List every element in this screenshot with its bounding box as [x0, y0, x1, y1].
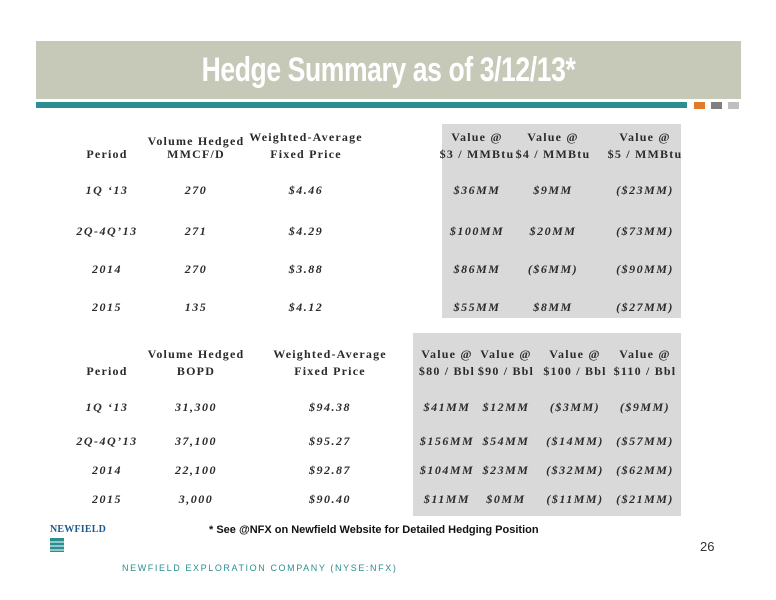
oil_table-cell-r2-c6: ($62MM) — [616, 463, 674, 477]
page-title: Hedge Summary as of 3/12/13* — [201, 51, 576, 89]
gas_table-header-5-line-1: $5 / MMBtu — [607, 147, 683, 161]
gas_table-cell-r2-c0: 2014 — [92, 262, 122, 276]
oil_table-cell-r0-c0: 1Q ‘13 — [85, 400, 129, 414]
oil_table-cell-r3-c2: $90.40 — [309, 492, 351, 506]
gas_table-header-2-line-1: Fixed Price — [270, 147, 342, 161]
oil_table-header-6-line-0: Value @ — [619, 347, 671, 361]
oil_table-cell-r2-c3: $104MM — [419, 463, 475, 477]
gas_table-cell-r1-c0: 2Q-4Q’13 — [76, 224, 138, 238]
orange-square-decoration — [694, 102, 705, 109]
gas_table-cell-r2-c1: 270 — [184, 262, 208, 276]
oil_table-cell-r1-c3: $156MM — [419, 434, 475, 448]
oil_table-cell-r1-c4: $54MM — [482, 434, 530, 448]
gas_table-cell-r0-c2: $4.46 — [288, 183, 324, 197]
gas_table-cell-r3-c4: $8MM — [533, 300, 573, 314]
gas_table-cell-r3-c5: ($27MM) — [616, 300, 674, 314]
oil_table-cell-r2-c0: 2014 — [92, 463, 122, 477]
oil_table-cell-r1-c6: ($57MM) — [616, 434, 674, 448]
gas_table-cell-r2-c2: $3.88 — [288, 262, 324, 276]
oil_table-cell-r3-c0: 2015 — [92, 492, 122, 506]
gas_table-cell-r2-c5: ($90MM) — [616, 262, 674, 276]
gas_table-cell-r3-c1: 135 — [184, 300, 208, 314]
gas_table-cell-r2-c3: $86MM — [453, 262, 501, 276]
oil_table-header-2-line-0: Weighted-Average — [273, 347, 387, 361]
gas_table-cell-r1-c3: $100MM — [449, 224, 505, 238]
gas_table-cell-r1-c2: $4.29 — [288, 224, 324, 238]
oil_table-header-0-line-1: Period — [86, 364, 128, 378]
oil_table-cell-r0-c4: $12MM — [482, 400, 530, 414]
gas_table-cell-r2-c4: ($6MM) — [527, 262, 579, 276]
gas_table-cell-r1-c1: 271 — [184, 224, 208, 238]
gas_table-header-3-line-0: Value @ — [451, 130, 503, 144]
gas_table-header-5-line-0: Value @ — [619, 130, 671, 144]
gas_table-cell-r3-c3: $55MM — [453, 300, 501, 314]
oil_table-cell-r3-c3: $11MM — [423, 492, 471, 506]
oil_table-header-1-line-1: BOPD — [176, 364, 216, 378]
oil_table-cell-r2-c5: ($32MM) — [546, 463, 604, 477]
company-name: NEWFIELD EXPLORATION COMPANY (NYSE:NFX) — [122, 563, 398, 573]
oil_table-cell-r0-c6: ($9MM) — [619, 400, 671, 414]
oil_table-cell-r1-c1: 37,100 — [175, 434, 217, 448]
oil_table-cell-r3-c4: $0MM — [486, 492, 526, 506]
oil_table-header-4-line-0: Value @ — [480, 347, 532, 361]
title-rule — [36, 102, 687, 108]
oil_table-cell-r1-c0: 2Q-4Q’13 — [76, 434, 138, 448]
title-banner — [36, 41, 741, 99]
oil_table-cell-r2-c4: $23MM — [482, 463, 530, 477]
gas_table-header-2-line-0: Weighted-Average — [249, 130, 363, 144]
oil_table-cell-r2-c1: 22,100 — [175, 463, 217, 477]
oil_table-cell-r0-c5: ($3MM) — [549, 400, 601, 414]
oil_table-cell-r0-c2: $94.38 — [309, 400, 351, 414]
oil_table-cell-r2-c2: $92.87 — [309, 463, 351, 477]
oil_table-header-3-line-0: Value @ — [421, 347, 473, 361]
oil_table-cell-r0-c3: $41MM — [423, 400, 471, 414]
gas_table-header-1-line-0: Volume Hedged — [147, 134, 245, 148]
gas_table-header-4-line-0: Value @ — [527, 130, 579, 144]
oil_table-header-6-line-1: $110 / Bbl — [613, 364, 677, 378]
oil_table-cell-r3-c5: ($11MM) — [546, 492, 604, 506]
logo-wordmark: NEWFIELD — [50, 524, 107, 535]
oil_table-header-5-line-0: Value @ — [549, 347, 601, 361]
gas_table-header-1-line-1: MMCF/D — [167, 147, 225, 161]
gas_table-cell-r0-c3: $36MM — [453, 183, 501, 197]
oil_table-header-1-line-0: Volume Hedged — [147, 347, 245, 361]
gas_table-header-3-line-1: $3 / MMBtu — [439, 147, 515, 161]
gas_table-cell-r1-c4: $20MM — [529, 224, 577, 238]
gas_table-cell-r0-c5: ($23MM) — [616, 183, 674, 197]
oil_table-header-4-line-1: $90 / Bbl — [477, 364, 535, 378]
gas_table-cell-r0-c4: $9MM — [533, 183, 573, 197]
oil_table-cell-r3-c6: ($21MM) — [616, 492, 674, 506]
oil_table-header-3-line-1: $80 / Bbl — [418, 364, 476, 378]
footnote: * See @NFX on Newfield Website for Detailed Hedging Position — [209, 524, 539, 536]
oil_table-header-2-line-1: Fixed Price — [294, 364, 366, 378]
gas_table-cell-r3-c2: $4.12 — [288, 300, 324, 314]
gas_table-header-4-line-1: $4 / MMBtu — [515, 147, 591, 161]
gas_table-cell-r0-c0: 1Q ‘13 — [85, 183, 129, 197]
oil_table-cell-r3-c1: 3,000 — [178, 492, 214, 506]
gray-square-decoration — [711, 102, 722, 109]
page-number: 26 — [700, 539, 715, 554]
gas_table-cell-r3-c0: 2015 — [92, 300, 122, 314]
oil_table-cell-r1-c5: ($14MM) — [546, 434, 604, 448]
oil_table-cell-r1-c2: $95.27 — [309, 434, 351, 448]
oil_table-cell-r0-c1: 31,300 — [175, 400, 217, 414]
gas_table-cell-r0-c1: 270 — [184, 183, 208, 197]
light-gray-square-decoration — [728, 102, 739, 109]
gas_table-cell-r1-c5: ($73MM) — [616, 224, 674, 238]
oil_table-header-5-line-1: $100 / Bbl — [543, 364, 607, 378]
gas_table-header-0-line-1: Period — [86, 147, 128, 161]
